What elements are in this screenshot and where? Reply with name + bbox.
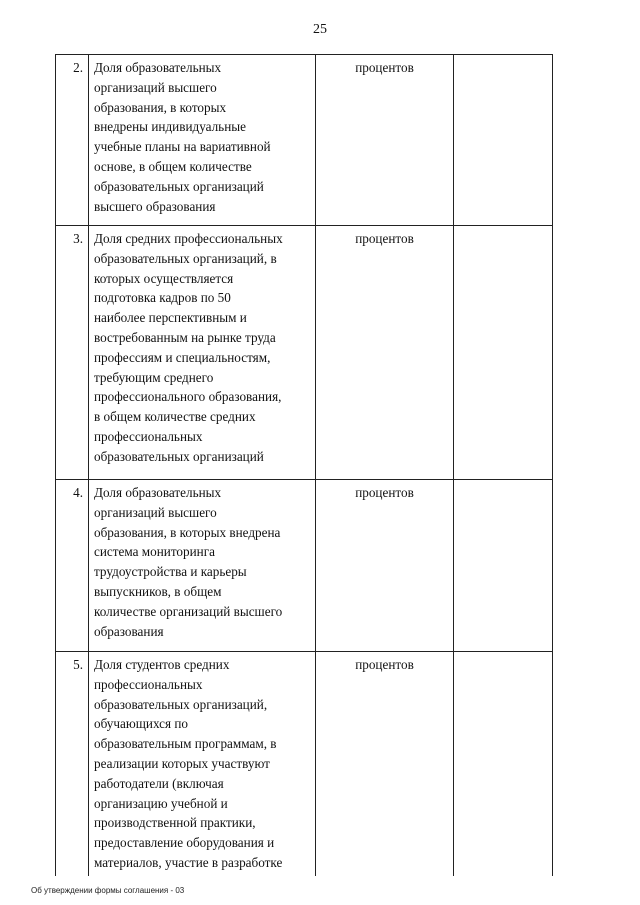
description-line: трудоустройства и карьеры <box>94 564 247 580</box>
value-cell <box>454 480 553 652</box>
table-row <box>56 480 553 652</box>
row-number: 5. <box>56 652 89 876</box>
footer-note: Об утверждении формы соглашения - 03 <box>31 886 185 895</box>
description-line: подготовка кадров по 50 <box>94 290 231 306</box>
description-line: обучающихся по <box>94 716 189 732</box>
description-line: наиболее перспективным и <box>94 310 247 326</box>
description-line: образовательных организаций <box>94 178 264 194</box>
indicators-table <box>55 54 553 876</box>
description-line: реализации которых участвуют <box>94 755 270 771</box>
value-cell <box>454 652 553 876</box>
description-line: работодатели (включая <box>94 775 224 791</box>
table-row <box>56 55 553 226</box>
value-cell <box>454 226 553 480</box>
indicator-description <box>89 226 316 480</box>
description-line: в общем количестве средних <box>94 409 256 425</box>
description-line: образовательных организаций, в <box>94 250 277 266</box>
description-line: высшего образования <box>94 198 216 214</box>
description-line: профессиональных <box>94 676 203 692</box>
description-line: Доля образовательных <box>94 60 222 75</box>
row-number: 4. <box>56 480 89 652</box>
indicator-description <box>89 55 316 226</box>
description-line: внедрены индивидуальные <box>94 119 246 135</box>
description-line: выпускников, в общем <box>94 583 222 599</box>
description-line: основе, в общем количестве <box>94 158 252 174</box>
description-line: образования <box>94 623 164 639</box>
table-row <box>56 226 553 480</box>
description-line: которых осуществляется <box>94 270 234 286</box>
description-line: требующим среднего <box>94 369 214 385</box>
description-line: учебные планы на вариативной <box>94 139 271 155</box>
description-line: образования, в которых <box>94 99 227 115</box>
description-line: Доля образовательных <box>94 485 222 500</box>
row-number: 3. <box>56 226 89 480</box>
description-line: востребованным на рынке труда <box>94 329 276 345</box>
description-line: организацию учебной и <box>94 795 228 811</box>
description-line: организаций высшего <box>94 79 217 95</box>
indicator-description <box>89 480 316 652</box>
description-line: производственной практики, <box>94 815 256 831</box>
description-line: количестве организаций высшего <box>94 603 283 619</box>
value-cell <box>454 55 553 226</box>
description-line: профессиональных <box>94 428 203 444</box>
description-line: образовательных организаций, <box>94 696 268 712</box>
description-line: материалов, участие в разработке <box>94 854 283 870</box>
unit-cell: процентов <box>316 226 454 480</box>
unit-cell: процентов <box>316 55 454 226</box>
description-line: Доля студентов средних <box>94 657 230 672</box>
description-line: система мониторинга <box>94 544 215 560</box>
table-row <box>56 652 553 876</box>
description-line: образовательных организаций <box>94 448 264 464</box>
description-line: организаций высшего <box>94 504 217 520</box>
indicator-description <box>89 652 316 876</box>
description-line: Доля средних профессиональных <box>94 231 283 246</box>
description-line: образования, в которых внедрена <box>94 524 281 540</box>
unit-cell: процентов <box>316 480 454 652</box>
description-line: профессионального образования, <box>94 389 282 405</box>
description-line: предоставление оборудования и <box>94 835 275 851</box>
description-line: профессиям и специальностям, <box>94 349 271 365</box>
description-line: образовательным программам, в <box>94 736 277 752</box>
row-number: 2. <box>56 55 89 226</box>
page-number: 25 <box>313 22 327 37</box>
unit-cell: процентов <box>316 652 454 876</box>
